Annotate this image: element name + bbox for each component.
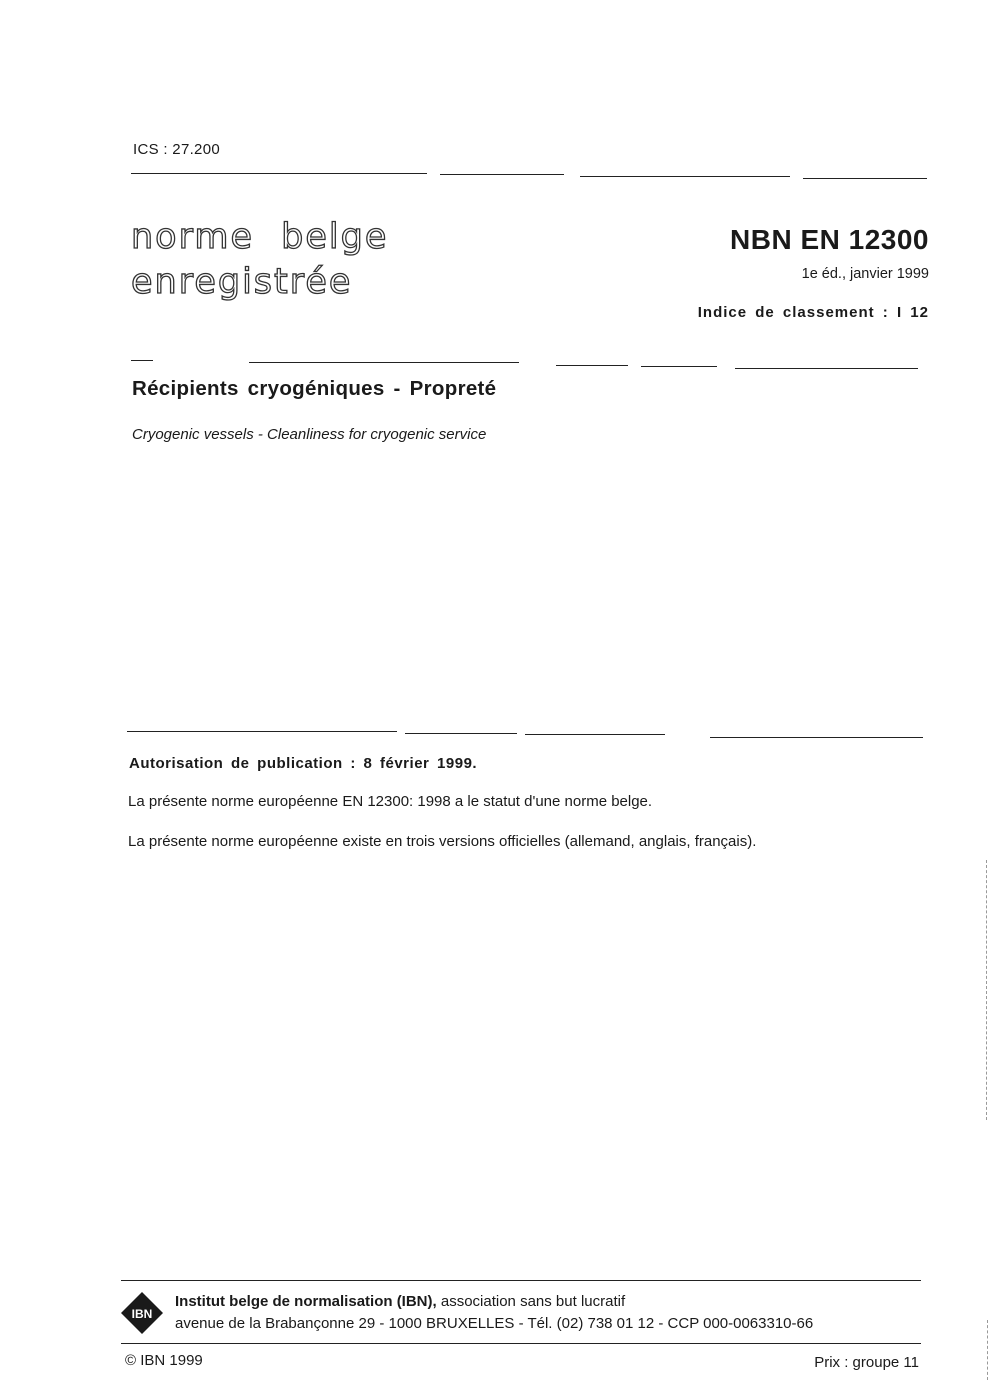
versions-paragraph: La présente norme européenne existe en trois versions officielles (allemand, anglais, français). — [128, 833, 757, 850]
scan-edge-mark — [987, 1320, 988, 1380]
section-rule — [405, 733, 517, 734]
section-rule — [127, 731, 397, 732]
institute-line — [175, 1293, 625, 1310]
brand-line-2: enregistrée — [131, 262, 353, 302]
header-rule — [131, 173, 427, 174]
title-rule — [131, 360, 153, 361]
publication-authorisation: Autorisation de publication : 8 février 1999. — [129, 755, 478, 772]
ics-code: ICS : 27.200 — [133, 141, 220, 158]
title-rule — [735, 368, 918, 369]
institute-name: Institut belge de normalisation (IBN), — [175, 1293, 437, 1310]
footer-rule — [121, 1280, 921, 1281]
ibn-logo-text: IBN — [131, 1307, 153, 1321]
header-rule — [440, 174, 564, 175]
institute-description: association sans but lucratif — [436, 1293, 626, 1310]
brand-line-1: norme belge — [131, 217, 389, 257]
title-rule — [641, 366, 717, 367]
title-rule — [249, 362, 519, 363]
section-rule — [525, 734, 665, 735]
footer-bottom-rule — [121, 1343, 921, 1344]
document-title-english: Cryogenic vessels - Cleanliness for cryogenic service — [132, 426, 487, 443]
copyright: © IBN 1999 — [125, 1352, 203, 1369]
institute-address: avenue de la Brabançonne 29 - 1000 BRUXELLES - Tél. (02) 738 01 12 - CCP 000-0063310-66 — [175, 1315, 814, 1332]
status-paragraph: La présente norme européenne EN 12300: 1998 a le statut d'une norme belge. — [128, 793, 653, 810]
scan-edge-mark — [986, 860, 987, 1120]
title-rule — [556, 365, 628, 366]
section-rule — [710, 737, 923, 738]
standard-number: NBN EN 12300 — [730, 224, 929, 255]
ibn-logo — [120, 1291, 164, 1335]
document-title-french: Récipients cryogéniques - Propreté — [132, 377, 497, 400]
classification-index: Indice de classement : I 12 — [697, 304, 929, 321]
edition: 1e éd., janvier 1999 — [801, 266, 929, 282]
header-rule — [580, 176, 790, 177]
header-rule — [803, 178, 927, 179]
price-group: Prix : groupe 11 — [814, 1354, 919, 1371]
